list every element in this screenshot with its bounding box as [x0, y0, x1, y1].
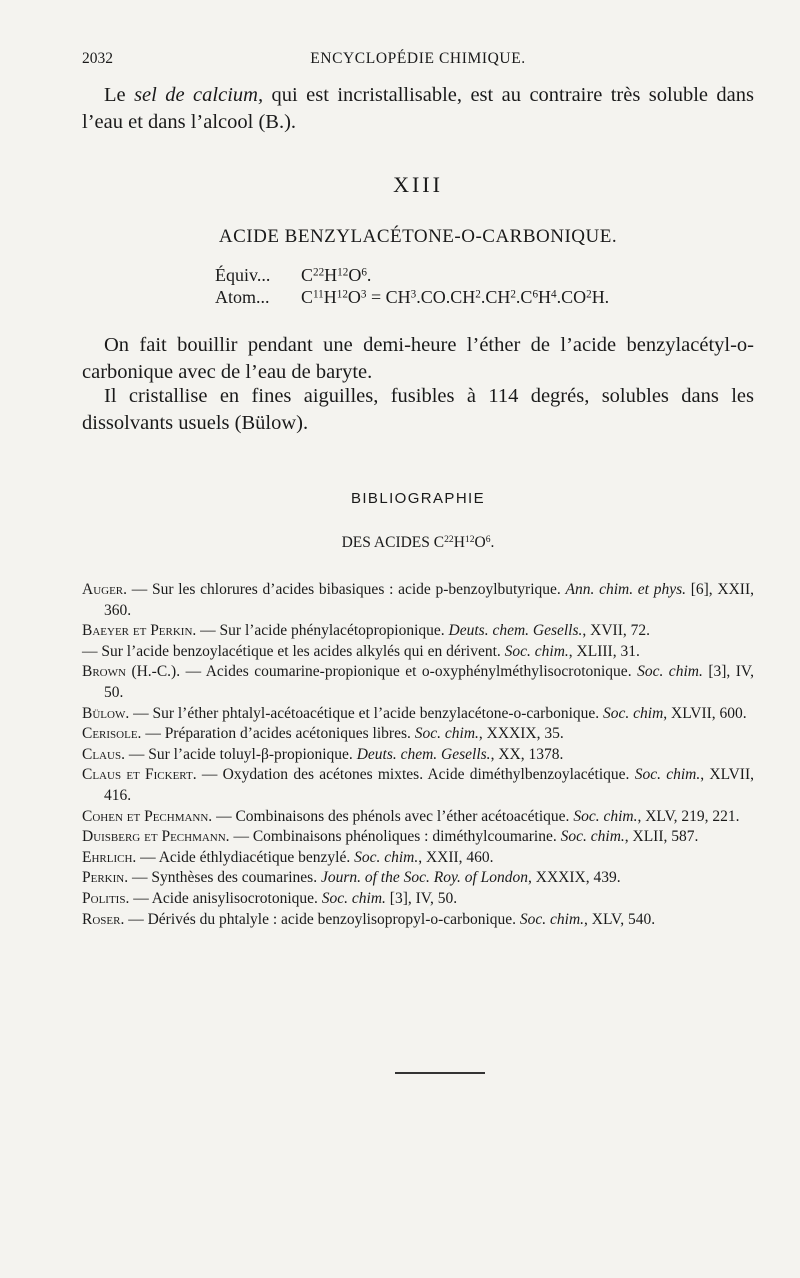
f-idx: 4 — [551, 288, 557, 301]
entry-text: — Oxydation des acétones mixtes. Acide diméthylbenzoylacétique. — [196, 766, 635, 784]
f-idx: 6 — [485, 534, 491, 546]
entry-text: — Acides coumarine-propionique et o-oxyphénylméthylisocrotonique. — [180, 663, 638, 681]
entry-text: — Acide éthlydiacétique benzylé. — [136, 848, 355, 866]
section-number: XIII — [393, 172, 443, 197]
intro-term: sel de calcium, — [134, 84, 264, 106]
bibliography-entry — [82, 910, 754, 931]
f-sym: O — [348, 265, 362, 285]
bibliography-entry — [82, 642, 754, 663]
bibliography-subheading — [82, 534, 754, 552]
entry-reference: , XVII, 72. — [582, 622, 650, 640]
entry-text: — Sur les chlorures d’acides bibasiques : acide p-benzoylbutyrique. — [127, 581, 566, 598]
f-idx: 6 — [361, 266, 367, 279]
bibliography-entry — [82, 662, 754, 703]
f-idx: 11 — [313, 288, 324, 301]
entry-text: — Préparation d’acides acétoniques libres. — [141, 725, 415, 743]
f-sym: H — [453, 534, 465, 551]
entry-reference: , XXXIX, 35. — [478, 725, 564, 743]
entry-journal: Journ. of the Soc. Roy. of London — [320, 869, 529, 887]
f-idx: 2 — [510, 288, 516, 301]
entry-journal: Soc. chim. — [634, 766, 701, 784]
f-sym: . — [490, 534, 495, 551]
atom-label: Atom... — [215, 287, 270, 307]
entry-journal: Soc. chim. — [573, 807, 638, 825]
entry-journal: Soc. chim. — [504, 642, 569, 660]
f-sym: C — [433, 534, 445, 551]
f-sym: O — [347, 287, 361, 307]
entry-reference: , XLVII, 416. — [104, 766, 755, 804]
entry-author: Cerisole. — [82, 725, 142, 743]
entry-text: — Sur l’éther phtalyl-acétoacétique et l’acide benzylacétone-o-carbonique. — [129, 704, 604, 722]
f-sym: C — [301, 265, 314, 285]
entry-reference: , XLV, 540. — [584, 910, 656, 928]
bibliography-entry — [82, 765, 754, 806]
intro-rest: qui est incristallisable, est au contraire très soluble dans l’eau et dans l’alcool (B.). — [82, 84, 754, 133]
f-idx: 6 — [532, 288, 539, 301]
entry-reference: [3], IV, 50. — [385, 889, 458, 907]
entry-author: Claus. — [82, 745, 125, 763]
intro-paragraph — [82, 82, 754, 136]
f-sym: .CO.CH — [416, 287, 476, 307]
equiv-formula — [215, 264, 371, 286]
entry-reference: , XXXIX, 439. — [528, 869, 621, 887]
body-paragraph-2: Il cristallise en fines aiguilles, fusibles à 114 degrés, solubles dans les dissolvants usuels (Bülow). — [82, 385, 754, 434]
entry-author: Politis. — [82, 889, 130, 907]
entry-journal: Soc. chim. — [321, 889, 386, 907]
page-header — [82, 50, 754, 72]
entry-author: Perkin. — [82, 869, 129, 887]
entry-text: — Synthèses des coumarines. — [128, 869, 321, 887]
f-sym: .CH — [480, 287, 511, 307]
end-rule — [395, 1072, 485, 1074]
intro-lead: Le — [104, 84, 135, 106]
f-idx: 12 — [337, 266, 349, 279]
entry-text: — Sur l’acide toluyl-β-propionique. — [124, 745, 357, 763]
equiv-label: Équiv... — [215, 265, 271, 285]
entry-reference: , XLIII, 31. — [568, 642, 640, 660]
f-sym: C — [301, 287, 314, 307]
f-sym: H — [323, 287, 337, 307]
entry-journal: Deuts. chem. Gesells. — [448, 622, 583, 640]
entry-journal: Soc. chim. — [519, 910, 585, 928]
bibliography-entry — [82, 848, 754, 869]
entry-author: Bülow. — [82, 704, 130, 722]
entry-text: — Combinaisons des phénols avec l’éther acétoacétique. — [212, 807, 574, 825]
entry-author: Ehrlich. — [82, 848, 137, 866]
f-sym: H. — [591, 287, 610, 307]
f-sym: . — [366, 265, 372, 285]
running-title: ENCYCLOPÉDIE CHIMIQUE. — [310, 50, 526, 67]
f-idx: 3 — [360, 288, 367, 301]
bibliography-entry — [82, 621, 754, 642]
entry-author: Brown (H.-C.). — [82, 663, 181, 681]
entry-author: Claus et Fickert. — [82, 766, 197, 784]
entry-author: Duisberg et Pechmann. — [82, 828, 230, 846]
entry-journal: Deuts. chem. Gesells. — [356, 745, 491, 763]
entry-journal: Soc. chim. — [354, 848, 419, 866]
entry-author: Auger. — [82, 581, 128, 598]
section-title: ACIDE BENZYLACÉTONE-O-CARBONIQUE. — [218, 226, 618, 247]
f-sym: H — [538, 287, 552, 307]
bibliography-entry — [82, 580, 754, 621]
bibliography-entry — [82, 807, 754, 828]
bibliography-entry — [82, 704, 754, 725]
entry-reference: [6], XXII, 360. — [104, 581, 754, 619]
entry-text: — Combinaisons phénoliques : diméthylcoumarine. — [229, 828, 561, 846]
entry-reference: , XLV, 219, 221. — [637, 807, 740, 825]
entry-author: Roser. — [82, 910, 125, 928]
entry-journal: Soc. chim — [603, 704, 664, 722]
bibliography-list — [82, 580, 754, 930]
f-sym: H — [324, 265, 338, 285]
f-sym: O — [474, 534, 486, 551]
f-idx: 22 — [444, 534, 454, 546]
bibliography-entry — [82, 827, 754, 848]
entry-reference: , XLII, 587. — [624, 828, 699, 846]
entry-author: Cohen et Pechmann. — [82, 807, 213, 825]
bibliography-entry — [82, 868, 754, 889]
entry-journal: Soc. chim. — [560, 828, 625, 846]
f-sym: DES ACIDES — [341, 534, 434, 551]
entry-text: — Sur l’acide phénylacétopropionique. — [196, 622, 449, 640]
bibliography-entry — [82, 889, 754, 910]
f-sym: = CH — [366, 287, 411, 307]
entry-author: Baeyer et Perkin. — [82, 622, 197, 640]
entry-reference: [3], IV, 50. — [104, 663, 754, 701]
bibliography-heading: BIBLIOGRAPHIE — [350, 490, 486, 507]
entry-journal: Ann. chim. et phys. — [565, 581, 686, 598]
f-idx: 2 — [586, 288, 592, 301]
body-paragraph-1: On fait bouillir pendant une demi-heure l’éther de l’acide benzylacétyl-o-carbonique avec de l’eau de baryte. — [82, 334, 754, 383]
bibliography-entry — [82, 745, 754, 766]
entry-journal: Soc. chim. — [414, 725, 479, 743]
entry-reference: , XXII, 460. — [418, 848, 494, 866]
f-idx: 12 — [336, 288, 348, 301]
bibliography-entry — [82, 724, 754, 745]
entry-reference: , XX, 1378. — [490, 745, 564, 763]
f-idx: 12 — [464, 534, 475, 546]
f-idx: 22 — [313, 266, 325, 279]
atom-formula — [215, 286, 609, 308]
f-sym: .C — [515, 287, 533, 307]
f-sym: .CO — [556, 287, 587, 307]
entry-text: — Dérivés du phtalyle : acide benzoylisopropyl-o-carbonique. — [124, 910, 520, 928]
entry-text: — Sur l’acide benzoylacétique et les acides alkylés qui en dérivent. — [82, 642, 505, 660]
f-idx: 3 — [410, 288, 417, 301]
entry-reference: , XLVII, 600. — [663, 704, 747, 722]
f-idx: 2 — [475, 288, 481, 301]
page-number: 2032 — [82, 50, 113, 67]
entry-journal: Soc. chim. — [637, 663, 703, 681]
entry-text: — Acide anisylisocrotonique. — [129, 889, 322, 907]
